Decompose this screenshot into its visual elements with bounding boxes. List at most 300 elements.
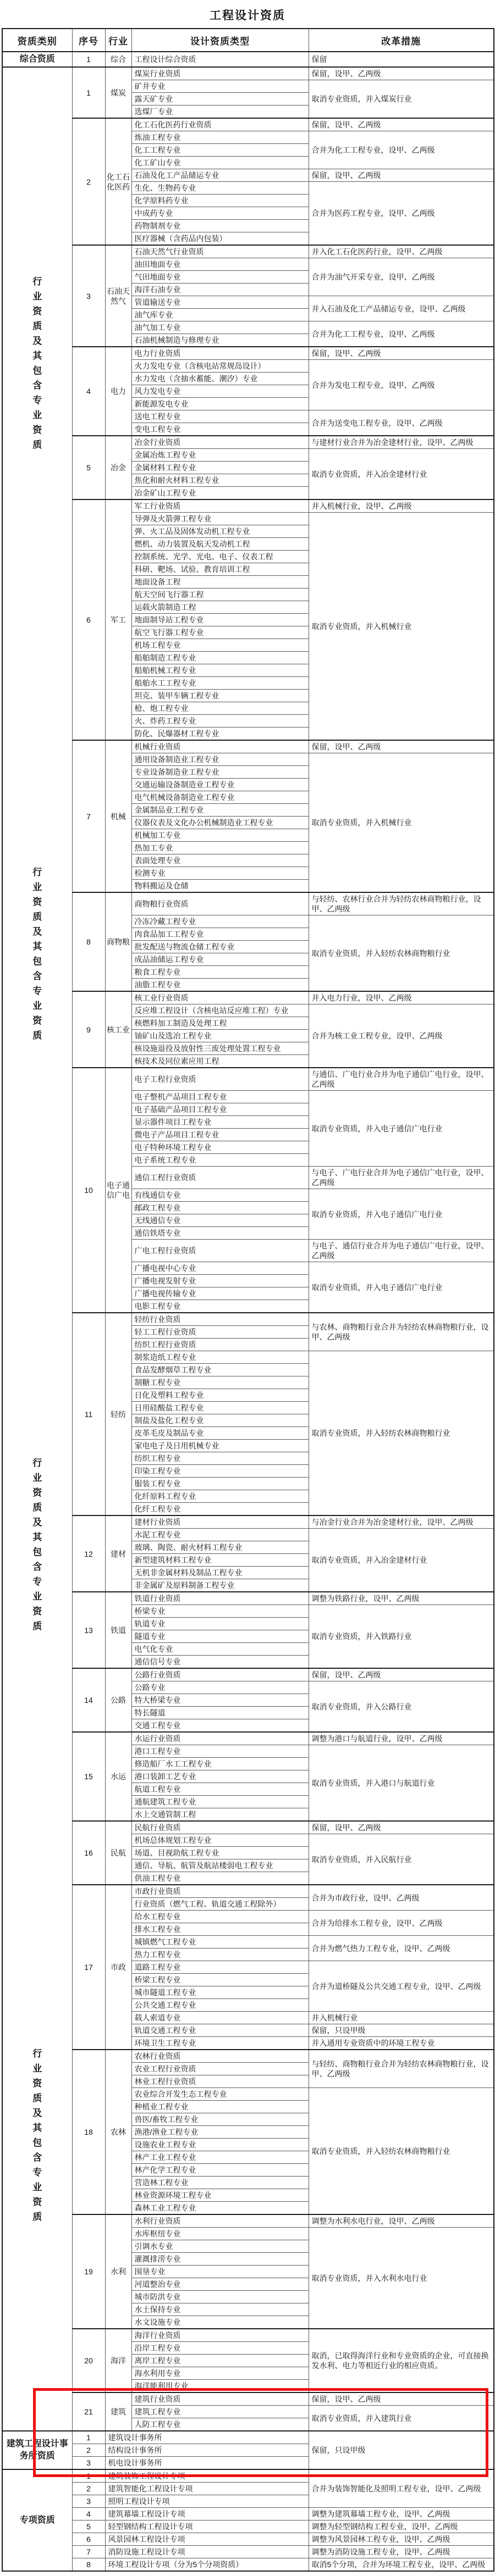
col-header-serial: 序号	[72, 29, 105, 52]
type-cell: 油气加工专业	[131, 321, 309, 334]
type-cell: 种植业工程专业	[131, 2101, 309, 2113]
type-cell: 建筑装饰工程设计专项	[105, 2469, 309, 2483]
type-cell: 城市防洪专业	[131, 2291, 309, 2303]
type-cell: 热力工程专业	[131, 1948, 309, 1961]
type-cell: 航天空间飞行器工程	[131, 589, 309, 601]
measure-cell: 与轻纺、农林行业合并为轻纺农林商物粮行业，设甲、乙两级	[309, 892, 494, 915]
type-cell: 市政行业资质	[131, 1885, 309, 1898]
type-cell: 机场工程专业	[131, 639, 309, 652]
type-cell: 水土保持专业	[131, 2303, 309, 2316]
measure-cell: 与建材行业合并为冶金建材行业，设甲、乙两级	[309, 436, 494, 449]
type-cell: 仪器仪表及文化办公机械制造业工程专业	[131, 817, 309, 829]
measure-cell: 保留，设甲、乙两级	[309, 740, 494, 753]
type-cell: 家电电子及日用机械专业	[131, 1440, 309, 1452]
serial-cell: 3	[72, 2457, 105, 2470]
type-cell: 港口工程专业	[131, 1745, 309, 1758]
serial-cell: 2	[72, 2444, 105, 2457]
serial-cell: 1	[72, 2431, 105, 2444]
measure-cell: 合并为送变电工程专业，设甲、乙两级	[309, 410, 494, 436]
type-cell: 特大桥梁专业	[131, 1694, 309, 1707]
serial-cell: 17	[72, 1885, 105, 2050]
type-cell: 风力发电专业	[131, 385, 309, 398]
serial-cell: 3	[72, 245, 105, 347]
type-cell: 无线通信专业	[131, 1214, 309, 1227]
type-cell: 引调水专业	[131, 2240, 309, 2253]
type-cell: 海洋能利用专业	[131, 2380, 309, 2393]
type-cell: 电气化专业	[131, 1643, 309, 1656]
table-row	[2, 118, 494, 131]
type-cell: 桥梁工程专业	[131, 1974, 309, 1986]
type-cell: 水泥工程专业	[131, 1529, 309, 1541]
type-cell: 人防工程专业	[131, 2418, 309, 2431]
type-cell: 油田地面专业	[131, 258, 309, 271]
type-cell: 化纤工程专业	[131, 1503, 309, 1516]
type-cell: 轻纺行业资质	[131, 1313, 309, 1326]
type-cell: 机械行业资质	[131, 740, 309, 753]
type-cell: 轨道专业	[131, 1618, 309, 1630]
type-cell: 制盐及盐化工程专业	[131, 1414, 309, 1427]
category-cell: 专项资质	[2, 2469, 72, 2571]
type-cell: 金属冶炼工程专业	[131, 449, 309, 462]
type-cell: 设施农业工程专业	[131, 2139, 309, 2151]
type-cell: 火力发电专业（含核电站常规岛设计）	[131, 360, 309, 373]
measure-cell: 取消专业资质，并入冶金建材行业	[309, 449, 494, 500]
industry-cell: 煤炭	[105, 67, 131, 118]
measure-cell: 保留，只设甲级	[309, 2431, 494, 2469]
type-cell: 矿井专业	[131, 80, 309, 93]
serial-cell: 2	[72, 2483, 105, 2495]
measure-cell: 取消专业资质，并入公路行业	[309, 1681, 494, 1733]
type-cell: 核工业行业资质	[131, 991, 309, 1004]
type-cell: 科研、靶场、试验、教育培训工程	[131, 563, 309, 576]
measure-cell: 保留，设甲、乙两级	[309, 1821, 494, 1834]
type-cell: 森林工业工程专业	[131, 2202, 309, 2215]
type-cell: 场道、目视助航工程专业	[131, 1847, 309, 1859]
type-cell: 工程设计综合资质	[131, 52, 309, 67]
table-row	[2, 2533, 494, 2546]
type-cell: 化学原料药专业	[131, 195, 309, 207]
type-cell: 肉食品加工工程专业	[131, 928, 309, 941]
serial-cell: 5	[72, 2521, 105, 2533]
measure-cell: 合并为装饰智能化及照明工程专业，设甲、乙两级	[309, 2469, 494, 2508]
type-cell: 电子整机产品项目工程专业	[131, 1091, 309, 1103]
industry-cell: 冶金	[105, 436, 131, 499]
serial-cell: 12	[72, 1515, 105, 1592]
measure-cell: 取消专业资质，并入水利水电行业	[309, 2228, 494, 2329]
type-cell: 修造船厂水工工程专业	[131, 1758, 309, 1770]
table-row	[2, 499, 494, 513]
category-cell: 建筑工程设计事务所资质	[2, 2431, 72, 2469]
measure-cell: 与农林、商物粮行业合并为轻纺农林商物粮行业，设甲、乙两级	[309, 1313, 494, 1351]
type-cell: 离岸工程专业	[131, 2355, 309, 2367]
measure-cell: 合并为油气开采专业，设甲、乙两级	[309, 258, 494, 296]
type-cell: 金属材料工程专业	[131, 462, 309, 474]
type-cell: 林业资源环境工程专业	[131, 2189, 309, 2202]
measure-cell: 保留，只设甲级	[309, 2024, 494, 2037]
type-cell: 交通工程专业	[131, 1719, 309, 1733]
type-cell: 表面处理专业	[131, 854, 309, 867]
serial-cell: 11	[72, 1313, 105, 1515]
measure-cell: 调整为铁路行业，设甲、乙两级	[309, 1592, 494, 1605]
type-cell: 运载火箭制造工程	[131, 601, 309, 614]
type-cell: 医疗器械（含药品内包装）	[131, 232, 309, 246]
type-cell: 新能源发电专业	[131, 398, 309, 410]
type-cell: 交通运输设备制造业工程专业	[131, 779, 309, 791]
table-row	[2, 436, 494, 449]
measure-cell: 取消专业资质，并入民航行业	[309, 1834, 494, 1885]
measure-cell: 保留，设甲、乙两级	[309, 347, 494, 360]
type-cell: 轻工工程行业资质	[131, 1326, 309, 1339]
serial-cell: 3	[72, 2495, 105, 2508]
type-cell: 隧道专业	[131, 1630, 309, 1643]
measure-cell: 与电子、广电行业合并为电子通信广电行业，设甲、乙两级	[309, 1167, 494, 1189]
measure-cell: 取消专业资质，并入机械行业	[309, 513, 494, 741]
measure-cell: 取消5个分项，合并为环境工程专业，设甲、乙两级	[309, 2558, 494, 2572]
col-header-type: 设计资质类型	[131, 29, 309, 52]
measure-cell: 与通信、广电行业合并为电子通信广电行业，设甲、乙两级	[309, 1068, 494, 1091]
measure-cell: 保留，设甲、乙两级	[309, 169, 494, 182]
type-cell: 电影工程专业	[131, 1300, 309, 1313]
type-cell: 船舶机械工程专业	[131, 664, 309, 677]
table-row	[2, 1821, 494, 1834]
type-cell: 炼油工程专业	[131, 131, 309, 144]
type-cell: 化工矿山专业	[131, 157, 309, 169]
serial-cell: 21	[72, 2392, 105, 2431]
type-cell: 公路专业	[131, 1681, 309, 1694]
measure-cell: 合并为发电工程专业，设甲、乙两级	[309, 360, 494, 410]
measure-cell: 调整为水利水电行业，设甲、乙两级	[309, 2214, 494, 2228]
type-cell: 制浆造纸工程专业	[131, 1351, 309, 1364]
type-cell: 机械加工专业	[131, 829, 309, 842]
serial-cell: 19	[72, 2214, 105, 2329]
table-row	[2, 2329, 494, 2342]
type-cell: 电子工程行业资质	[131, 1068, 309, 1091]
measure-cell: 调整为风景园林工程专业，设甲、乙两级	[309, 2533, 494, 2546]
industry-cell: 核工业	[105, 991, 131, 1068]
serial-cell: 16	[72, 1821, 105, 1885]
type-cell: 电子特种环境工程专业	[131, 1141, 309, 1154]
table-row	[2, 1068, 494, 1091]
measure-cell: 合并为道桥隧及公共交通工程专业，设甲、乙两级	[309, 1961, 494, 2012]
type-cell: 广播电视传输专业	[131, 1287, 309, 1300]
measure-cell: 保留，设甲、乙两级	[309, 118, 494, 131]
table-row	[2, 2050, 494, 2063]
type-cell: 海洋行业资质	[131, 2329, 309, 2342]
type-cell: 建材行业资质	[131, 1515, 309, 1529]
type-cell: 通信、导航、航管及航站楼弱电工程专业	[131, 1859, 309, 1872]
type-cell: 海洋石油专业	[131, 284, 309, 296]
type-cell: 热加工专业	[131, 842, 309, 854]
type-cell: 气田地面专业	[131, 271, 309, 284]
type-cell: 电力行业资质	[131, 347, 309, 360]
type-cell: 石油机械制造与修理专业	[131, 334, 309, 347]
type-cell: 冶金行业资质	[131, 436, 309, 449]
type-cell: 制糖工程专业	[131, 1376, 309, 1389]
measure-cell: 合并为医药工程专业，设甲、乙两级	[309, 182, 494, 246]
serial-cell: 2	[72, 118, 105, 245]
type-cell: 显示器件项目工程专业	[131, 1116, 309, 1129]
measure-cell: 并入化工石化医药行业，设甲、乙两级	[309, 245, 494, 258]
industry-cell: 电力	[105, 347, 131, 436]
type-cell: 送电工程专业	[131, 410, 309, 423]
type-cell: 建筑智能化工程设计专项	[105, 2483, 309, 2495]
serial-cell: 1	[72, 67, 105, 118]
type-cell: 冶金矿山工程专业	[131, 487, 309, 500]
measure-cell: 取消专业资质，并入煤炭行业	[309, 80, 494, 119]
type-cell: 给水工程专业	[131, 1911, 309, 1923]
table-row	[2, 2469, 494, 2483]
measure-cell: 调整为港口与航道行业，设甲、乙两级	[309, 1732, 494, 1745]
serial-cell: 4	[72, 2508, 105, 2521]
type-cell: 桥梁专业	[131, 1605, 309, 1618]
measure-cell: 合并为化工工程专业，设甲、乙两级	[309, 321, 494, 347]
type-cell: 新型建筑材料工程专业	[131, 1554, 309, 1567]
type-cell: 弹、火工品及固体发动机工程专业	[131, 525, 309, 538]
type-cell: 日化及塑料工程专业	[131, 1389, 309, 1402]
measure-cell: 保留，设甲、乙两级	[309, 67, 494, 80]
type-cell: 坦克、装甲车辆工程专业	[131, 690, 309, 702]
measure-cell: 合并为市政行业，设甲、乙两级	[309, 1885, 494, 1911]
type-cell: 建筑行业资质	[131, 2392, 309, 2406]
table-row	[2, 1313, 494, 1326]
type-cell: 建筑设计事务所	[105, 2431, 309, 2444]
type-cell: 选煤厂专业	[131, 106, 309, 119]
serial-cell: 6	[72, 499, 105, 740]
type-cell: 轻型钢结构工程设计专项	[105, 2521, 309, 2533]
measure-cell: 取消专业资质，并入轻纺农林商物粮行业	[309, 2088, 494, 2215]
type-cell: 航空飞行器工程专业	[131, 626, 309, 639]
measure-cell: 取消专业资质，并入电子通信广电行业	[309, 1262, 494, 1313]
col-header-category: 资质类别	[2, 29, 72, 52]
type-cell: 核设施退役及放射性三废处理处置工程专业	[131, 1042, 309, 1055]
measure-cell: 调整为轻型钢结构工程专业，设甲、乙两级	[309, 2521, 494, 2533]
type-cell: 油气库专业	[131, 309, 309, 321]
measure-cell: 取消专业资质，并入建筑行业	[309, 2406, 494, 2431]
type-cell: 地面制导站工程专业	[131, 614, 309, 626]
type-cell: 行业资质（燃气工程、轨道交通工程除外）	[131, 1898, 309, 1911]
type-cell: 风景园林工程设计专项	[105, 2533, 309, 2546]
type-cell: 灌溉排涝专业	[131, 2253, 309, 2266]
type-cell: 船舶制造工程专业	[131, 652, 309, 664]
type-cell: 营造林工程专业	[131, 2177, 309, 2189]
type-cell: 生化、生物药专业	[131, 182, 309, 195]
measure-cell: 保留	[309, 52, 494, 67]
type-cell: 油脂工程专业	[131, 979, 309, 992]
type-cell: 日用硅酸盐工程专业	[131, 1402, 309, 1414]
type-cell: 非金属矿及原料制备工程专业	[131, 1579, 309, 1592]
type-cell: 中成药专业	[131, 207, 309, 220]
serial-cell: 18	[72, 2050, 105, 2214]
measure-cell: 并入通用专业资质中的环境工程专业	[309, 2037, 494, 2050]
type-cell: 导弹及火箭弹工程专业	[131, 513, 309, 525]
type-cell: 批发配送与物流仓储工程专业	[131, 941, 309, 953]
serial-cell: 20	[72, 2329, 105, 2392]
table-row	[2, 2392, 494, 2406]
type-cell: 建筑幕墙工程设计专项	[105, 2508, 309, 2521]
table-row	[2, 892, 494, 915]
type-cell: 核燃料加工制造及处理工程	[131, 1017, 309, 1030]
type-cell: 供油工程专业	[131, 1872, 309, 1885]
type-cell: 公共交通工程专业	[131, 1999, 309, 2012]
table-row	[2, 740, 494, 753]
type-cell: 结构设计事务所	[105, 2444, 309, 2457]
measure-cell: 取消专业资质，并入冶金建材行业	[309, 1529, 494, 1592]
type-cell: 农林行业资质	[131, 2050, 309, 2063]
industry-cell: 铁道	[105, 1592, 131, 1668]
measure-cell: 调整为消防设施工程专业，设甲、乙两级	[309, 2546, 494, 2558]
type-cell: 围垦专业	[131, 2266, 309, 2278]
serial-cell: 9	[72, 991, 105, 1068]
type-cell: 露天矿专业	[131, 93, 309, 106]
type-cell: 城镇燃气工程专业	[131, 1936, 309, 1948]
table-row	[2, 347, 494, 360]
measure-cell: 取消专业资质，并入电子通信广电行业	[309, 1189, 494, 1240]
industry-cell: 商物粮	[105, 892, 131, 991]
type-cell: 广播电视中心专业	[131, 1262, 309, 1275]
type-cell: 化工石化医药行业资质	[131, 118, 309, 131]
type-cell: 商物粮行业资质	[131, 892, 309, 915]
type-cell: 机场总体规划工程专业	[131, 1834, 309, 1847]
type-cell: 城市隧道工程专业	[131, 1986, 309, 1999]
type-cell: 微电子产品项目工程专业	[131, 1129, 309, 1141]
measure-cell: 取消专业资质，并入港口与航道行业	[309, 1745, 494, 1822]
type-cell: 农业综合开发生态工程专业	[131, 2088, 309, 2101]
type-cell: 建筑工程专业	[131, 2406, 309, 2418]
measure-cell: 取消专业资质，并入机械行业	[309, 753, 494, 893]
type-cell: 药物制剂专业	[131, 220, 309, 232]
category-cell: 综合资质	[2, 52, 72, 67]
type-cell: 成品油储运工程专业	[131, 953, 309, 966]
type-cell: 水力发电（含抽水蓄能、潮汐）专业	[131, 373, 309, 385]
type-cell: 船舶水工工程专业	[131, 677, 309, 690]
type-cell: 水利行业资质	[131, 2214, 309, 2228]
industry-cell: 机械	[105, 740, 131, 892]
type-cell: 载人索道专业	[131, 2012, 309, 2024]
type-cell: 纺织工程行业资质	[131, 1339, 309, 1351]
serial-cell: 5	[72, 436, 105, 499]
type-cell: 电气机械设备制造业工程专业	[131, 791, 309, 804]
measure-cell: 取消专业资质，并入铁路行业	[309, 1605, 494, 1669]
category-vertical-text: 行 业 资 质 及 其 包 含 专 业 资 质 行 业 资 质 及 其 包 含 专 业 资 质 行 业 资 质 及 其 包 含 专 业 资 质 行 业 资 质 及 其 包 含 专 业 资 质	[32, 276, 42, 2222]
type-cell: 枪、炮工程专业	[131, 702, 309, 715]
qualification-table	[2, 28, 494, 2572]
type-cell: 水上交通管制工程	[131, 1808, 309, 1822]
type-cell: 纺织工程专业	[131, 1452, 309, 1465]
industry-cell: 民航	[105, 1821, 131, 1885]
type-cell: 水文设施专业	[131, 2316, 309, 2329]
measure-cell: 合并为核工业工程专业，设甲、乙两级	[309, 1004, 494, 1068]
type-cell: 玻璃、陶瓷、耐火材料工程专业	[131, 1541, 309, 1554]
type-cell: 通信铁塔专业	[131, 1227, 309, 1240]
type-cell: 控制系统、光学、光电、电子、仪表工程	[131, 551, 309, 563]
industry-cell: 建筑	[105, 2392, 131, 2431]
type-cell: 燃机、动力装置及航天发动机工程	[131, 538, 309, 551]
type-cell: 服装工程专业	[131, 1478, 309, 1490]
industry-cell: 轻纺	[105, 1313, 131, 1515]
industry-cell: 公路	[105, 1668, 131, 1732]
industry-cell: 建材	[105, 1515, 131, 1592]
type-cell: 广电工程行业资质	[131, 1240, 309, 1262]
serial-cell: 14	[72, 1668, 105, 1732]
page-title: 工程设计资质	[210, 9, 285, 22]
type-cell: 兽医/畜牧工程专业	[131, 2113, 309, 2126]
table-wrap	[0, 28, 495, 2576]
serial-cell: 7	[72, 740, 105, 892]
measure-cell: 与电子、通信行业合并为电子通信广电行业，设甲、乙两级	[309, 1240, 494, 1262]
type-cell: 焦化和耐火材料工程专业	[131, 474, 309, 487]
type-cell: 火、炸药工程专业	[131, 715, 309, 728]
measure-cell: 合并为化工工程专业，设甲、乙两级	[309, 131, 494, 169]
measure-cell: 并入机械行业，设甲、乙两级	[309, 499, 494, 513]
type-cell: 农业工程行业资质	[131, 2063, 309, 2075]
type-cell: 铁道行业资质	[131, 1592, 309, 1605]
type-cell: 军工行业资质	[131, 499, 309, 513]
serial-cell: 8	[72, 892, 105, 991]
type-cell: 核技术及同位素应用工程	[131, 1055, 309, 1068]
type-cell: 石油及化工产品储运专业	[131, 169, 309, 182]
serial-cell: 1	[72, 2469, 105, 2483]
type-cell: 防化、民爆器材工程专业	[131, 728, 309, 741]
type-cell: 食品发酵烟草工程专业	[131, 1364, 309, 1376]
type-cell: 通信工程行业资质	[131, 1167, 309, 1189]
type-cell: 通用设备制造业工程专业	[131, 753, 309, 766]
table-row	[2, 52, 494, 67]
type-cell: 地面设备工程	[131, 576, 309, 589]
serial-cell: 4	[72, 347, 105, 436]
type-cell: 通信信号专业	[131, 1656, 309, 1669]
type-cell: 煤炭行业资质	[131, 67, 309, 80]
type-cell: 河道整治专业	[131, 2278, 309, 2291]
type-cell: 排水工程专业	[131, 1923, 309, 1936]
type-cell: 环境工程设计专项（分为5个分项资质）	[105, 2558, 309, 2572]
type-cell: 沿岸工程专业	[131, 2342, 309, 2355]
type-cell: 冷冻冷藏工程专业	[131, 915, 309, 928]
table-row	[2, 245, 494, 258]
type-cell: 照明工程设计专项	[105, 2495, 309, 2508]
type-cell: 检测专业	[131, 867, 309, 880]
measure-cell: 取消专业资质，并入电子通信广电行业	[309, 1091, 494, 1167]
industry-cell: 化工石化医药	[105, 118, 131, 245]
industry-cell: 水运	[105, 1732, 131, 1821]
measure-cell: 取消专业资质，并入轻纺农林商物粮行业	[309, 915, 494, 992]
industry-cell: 水利	[105, 2214, 131, 2329]
type-cell: 广播电视发射专业	[131, 1275, 309, 1287]
measure-cell: 并入电力行业，设甲、乙两级	[309, 991, 494, 1004]
table-row	[2, 1592, 494, 1605]
type-cell: 林产工业工程专业	[131, 2151, 309, 2164]
serial-cell: 1	[72, 52, 105, 67]
type-cell: 环境卫生工程专业	[131, 2037, 309, 2050]
type-cell: 印染工程专业	[131, 1465, 309, 1478]
type-cell: 渔港/渔业工程专业	[131, 2126, 309, 2139]
type-cell: 石油天然气行业资质	[131, 245, 309, 258]
industry-cell: 军工	[105, 499, 131, 740]
serial-cell: 15	[72, 1732, 105, 1821]
type-cell: 特长隧道	[131, 1707, 309, 1719]
type-cell: 化纤原料工程专业	[131, 1490, 309, 1503]
category-cell	[2, 67, 72, 2431]
col-header-industry: 行业	[105, 29, 131, 52]
industry-cell: 综合	[105, 52, 131, 67]
type-cell: 公路行业资质	[131, 1668, 309, 1681]
industry-cell: 市政	[105, 1885, 131, 2050]
table-row	[2, 1668, 494, 1681]
table-row	[2, 1885, 494, 1898]
type-cell: 专业设备制造业工程专业	[131, 766, 309, 779]
type-cell: 水库枢纽专业	[131, 2228, 309, 2240]
measure-cell: 合并为燃气热力工程专业，设甲、乙两级	[309, 1936, 494, 1961]
table-row	[2, 2558, 494, 2572]
